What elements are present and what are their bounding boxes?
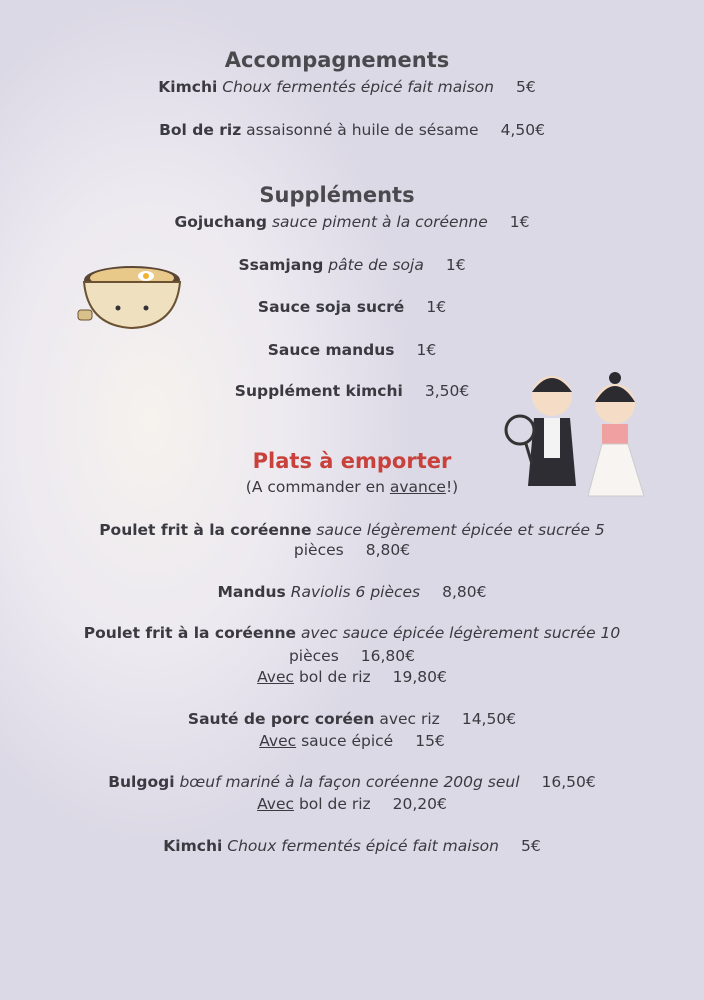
option-price: 19,80€ [392,668,447,686]
item-name: Mandus [217,583,286,601]
item-desc: assaisonné à huile de sésame [246,121,479,139]
menu-item-cont [0,541,704,559]
menu-item [0,624,704,642]
item-desc: Raviolis 6 pièces [290,583,421,601]
item-desc: bœuf mariné à la façon coréenne 200g seul [179,773,520,791]
item-name: Poulet frit à la coréenne [83,624,296,642]
menu-option [0,795,704,813]
menu-item [0,341,704,359]
menu-item [0,773,704,791]
item-price: 1€ [416,341,437,359]
item-desc: pièces [288,647,339,665]
section-title-supplements: Suppléments [259,183,415,207]
item-name: Bol de riz [159,121,242,139]
item-price: 1€ [509,213,530,231]
option-price: 15€ [415,732,445,750]
korean-couple-illustration [500,368,655,503]
option-desc: sauce épicé [301,732,394,750]
option-prefix: Avec [259,732,297,750]
item-name: Kimchi [163,837,223,855]
item-name: Supplément kimchi [234,382,403,400]
menu-item [0,78,704,96]
option-prefix: Avec [257,668,295,686]
item-name: Gojuchang [174,213,268,231]
menu-item [0,710,704,728]
note-underlined: avance [389,478,446,496]
menu-item-cont [0,647,704,665]
item-name: Sauce mandus [267,341,395,359]
item-desc: Choux fermentés épicé fait maison [222,78,494,96]
menu-item [0,837,704,855]
section-title-emporter: Plats à emporter [252,449,452,473]
item-price: 4,50€ [500,121,545,139]
menu-item [0,121,704,139]
item-desc: sauce légèrement épicée et sucrée 5 [316,521,605,539]
menu-item [0,583,704,601]
noodle-bowl-illustration [74,258,189,333]
item-desc: sauce piment à la coréenne [271,213,488,231]
item-price: 16,80€ [360,647,416,665]
item-desc: Choux fermentés épicé fait maison [227,837,499,855]
item-desc: pâte de soja [328,256,424,274]
item-name: Bulgogi [108,773,175,791]
item-name: Poulet frit à la coréenne [99,521,312,539]
item-price: 14,50€ [461,710,517,728]
menu-option [0,732,704,750]
option-prefix: Avec [257,795,295,813]
item-price: 8,80€ [442,583,487,601]
item-price: 1€ [426,298,447,316]
item-desc: pièces [293,541,344,559]
menu-item [0,521,704,539]
note-text: !) [445,478,459,496]
menu-item [0,213,704,231]
item-price: 8,80€ [365,541,411,559]
item-price: 5€ [515,78,536,96]
item-price: 1€ [445,256,466,274]
item-name: Kimchi [158,78,218,96]
section-title-accompagnements: Accompagnements [224,48,450,72]
item-price: 16,50€ [541,773,596,791]
item-desc: avec riz [379,710,440,728]
option-desc: bol de riz [298,795,371,813]
item-name: Sauté de porc coréen [187,710,375,728]
option-desc: bol de riz [298,668,371,686]
item-price: 5€ [520,837,541,855]
option-price: 20,20€ [392,795,447,813]
item-desc: avec sauce épicée légèrement sucrée 10 [300,624,621,642]
item-price: 3,50€ [424,382,470,400]
item-name: Ssamjang [238,256,324,274]
menu-option [0,668,704,686]
item-name: Sauce soja sucré [257,298,405,316]
note-text: (A commander en [245,478,390,496]
